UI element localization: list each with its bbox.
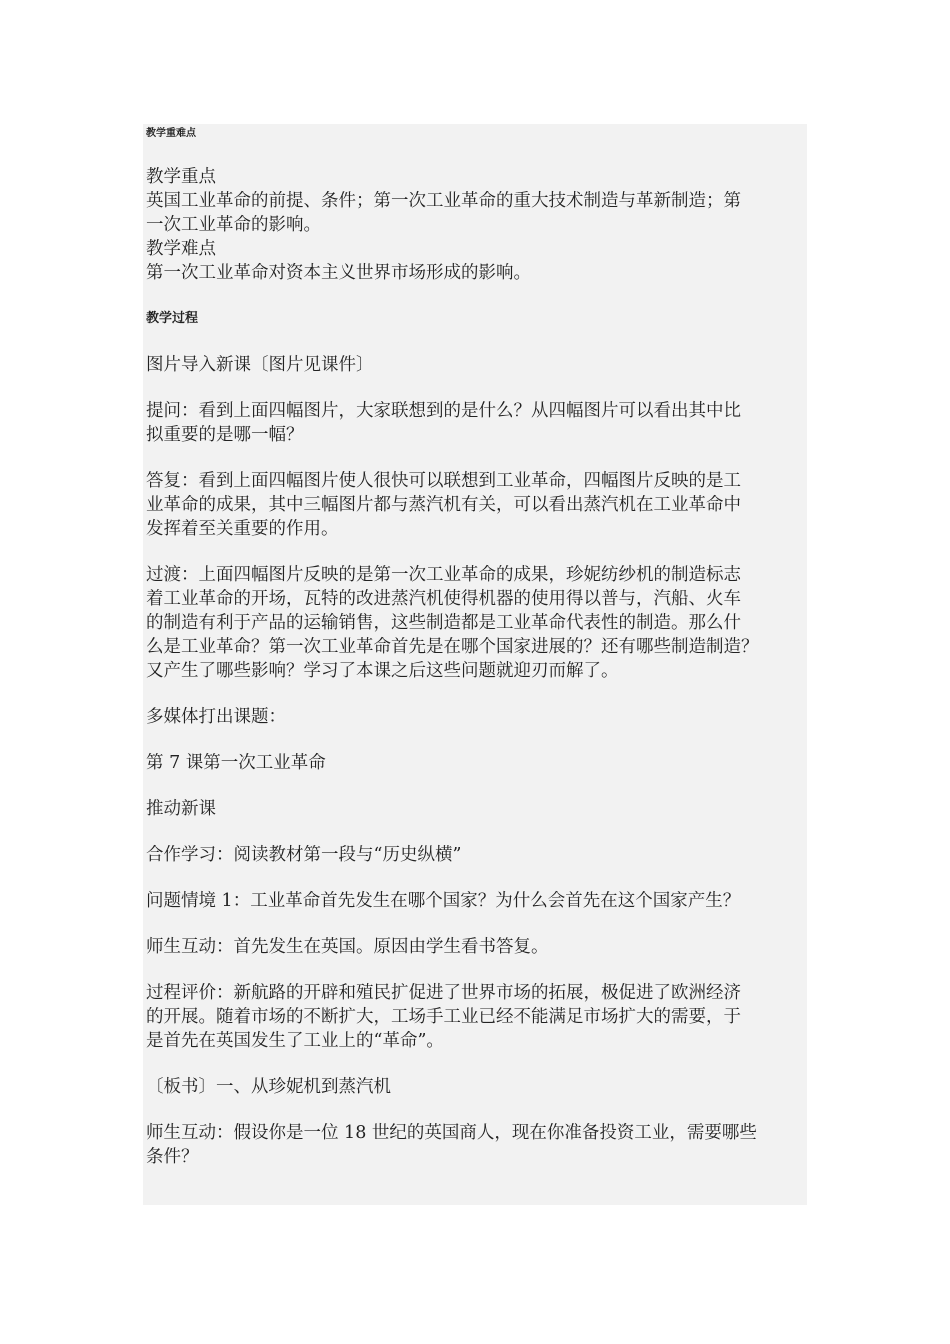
paragraph-line: 的制造有利于产品的运输销售，这些制造都是工业革命代表性的制造。那么什 xyxy=(146,613,741,633)
paragraph-line: 业革命的成果，其中三幅图片都与蒸汽机有关，可以看出蒸汽机在工业革命中 xyxy=(146,495,741,515)
paragraph xyxy=(146,889,807,913)
paragraph xyxy=(146,981,807,1053)
paragraph-line: 是首先在英国发生了工业上的“革命”。 xyxy=(146,1031,444,1051)
paragraph xyxy=(146,563,807,683)
paragraph-line: 提问：看到上面四幅图片，大家联想到的是什么？从四幅图片可以看出其中比 xyxy=(146,401,741,421)
paragraph xyxy=(146,1121,807,1169)
paragraph xyxy=(146,751,807,775)
paragraph-line: 推动新课 xyxy=(146,799,216,819)
paragraph-line: 问题情境 1：工业革命首先发生在哪个国家？为什么会首先在这个国家产生？ xyxy=(146,891,741,911)
paragraph-line: 过渡：上面四幅图片反映的是第一次工业革命的成果，珍妮纺纱机的制造标志 xyxy=(146,565,741,585)
difficult-points-label: 教学难点 xyxy=(146,239,216,259)
paragraph xyxy=(146,469,807,541)
process-heading: 教学过程 xyxy=(146,311,199,326)
paragraph-line: 着工业革命的开场，瓦特的改进蒸汽机使得机器的使用得以普与，汽船、火车 xyxy=(146,589,741,609)
paragraph xyxy=(146,843,807,867)
paragraph-line: 答复：看到上面四幅图片使人很快可以联想到工业革命，四幅图片反映的是工 xyxy=(146,471,741,491)
paragraph xyxy=(146,1075,807,1099)
section-heading: 教学重难点 xyxy=(146,128,196,139)
paragraph-line: 多媒体打出课题： xyxy=(146,707,286,727)
paragraph-line: 合作学习：阅读教材第一段与“历史纵横” xyxy=(146,845,462,865)
paragraph-line: 师生互动：假设你是一位 18 世纪的英国商人，现在你准备投资工业，需要哪些 xyxy=(146,1123,757,1143)
paragraph-line: 么是工业革命？第一次工业革命首先是在哪个国家进展的？还有哪些制造制造？ xyxy=(146,637,759,657)
paragraph xyxy=(146,935,807,959)
document-page xyxy=(143,124,807,1205)
paragraph xyxy=(146,705,807,729)
paragraph-line: 拟重要的是哪一幅？ xyxy=(146,425,304,445)
lesson-title: 第 7 课第一次工业革命 xyxy=(146,753,326,773)
paragraph-line: 条件？ xyxy=(146,1147,199,1167)
paragraph-line: 发挥着至关重要的作用。 xyxy=(146,519,339,539)
paragraph xyxy=(146,399,807,447)
paragraph xyxy=(146,797,807,821)
difficult-points-text: 第一次工业革命对资本主义世界市场形成的影响。 xyxy=(146,263,531,283)
key-points-line: 英国工业革命的前提、条件；第一次工业革命的重大技术制造与革新制造；第 xyxy=(146,191,741,211)
paragraph-line: 图片导入新课〔图片见课件〕 xyxy=(146,355,374,375)
paragraph-line: 过程评价：新航路的开辟和殖民扩促进了世界市场的拓展，极促进了欧洲经济 xyxy=(146,983,741,1003)
key-points-line: 一次工业革命的影响。 xyxy=(146,215,321,235)
key-points-label: 教学重点 xyxy=(146,167,216,187)
paragraph-line: 师生互动：首先发生在英国。原因由学生看书答复。 xyxy=(146,937,549,957)
paragraph xyxy=(146,353,807,377)
board-note: 〔板书〕一、从珍妮机到蒸汽机 xyxy=(146,1077,391,1097)
paragraph-line: 又产生了哪些影响？学习了本课之后这些问题就迎刃而解了。 xyxy=(146,661,619,681)
paragraph-line: 的开展。随着市场的不断扩大，工场手工业已经不能满足市场扩大的需要，于 xyxy=(146,1007,741,1027)
